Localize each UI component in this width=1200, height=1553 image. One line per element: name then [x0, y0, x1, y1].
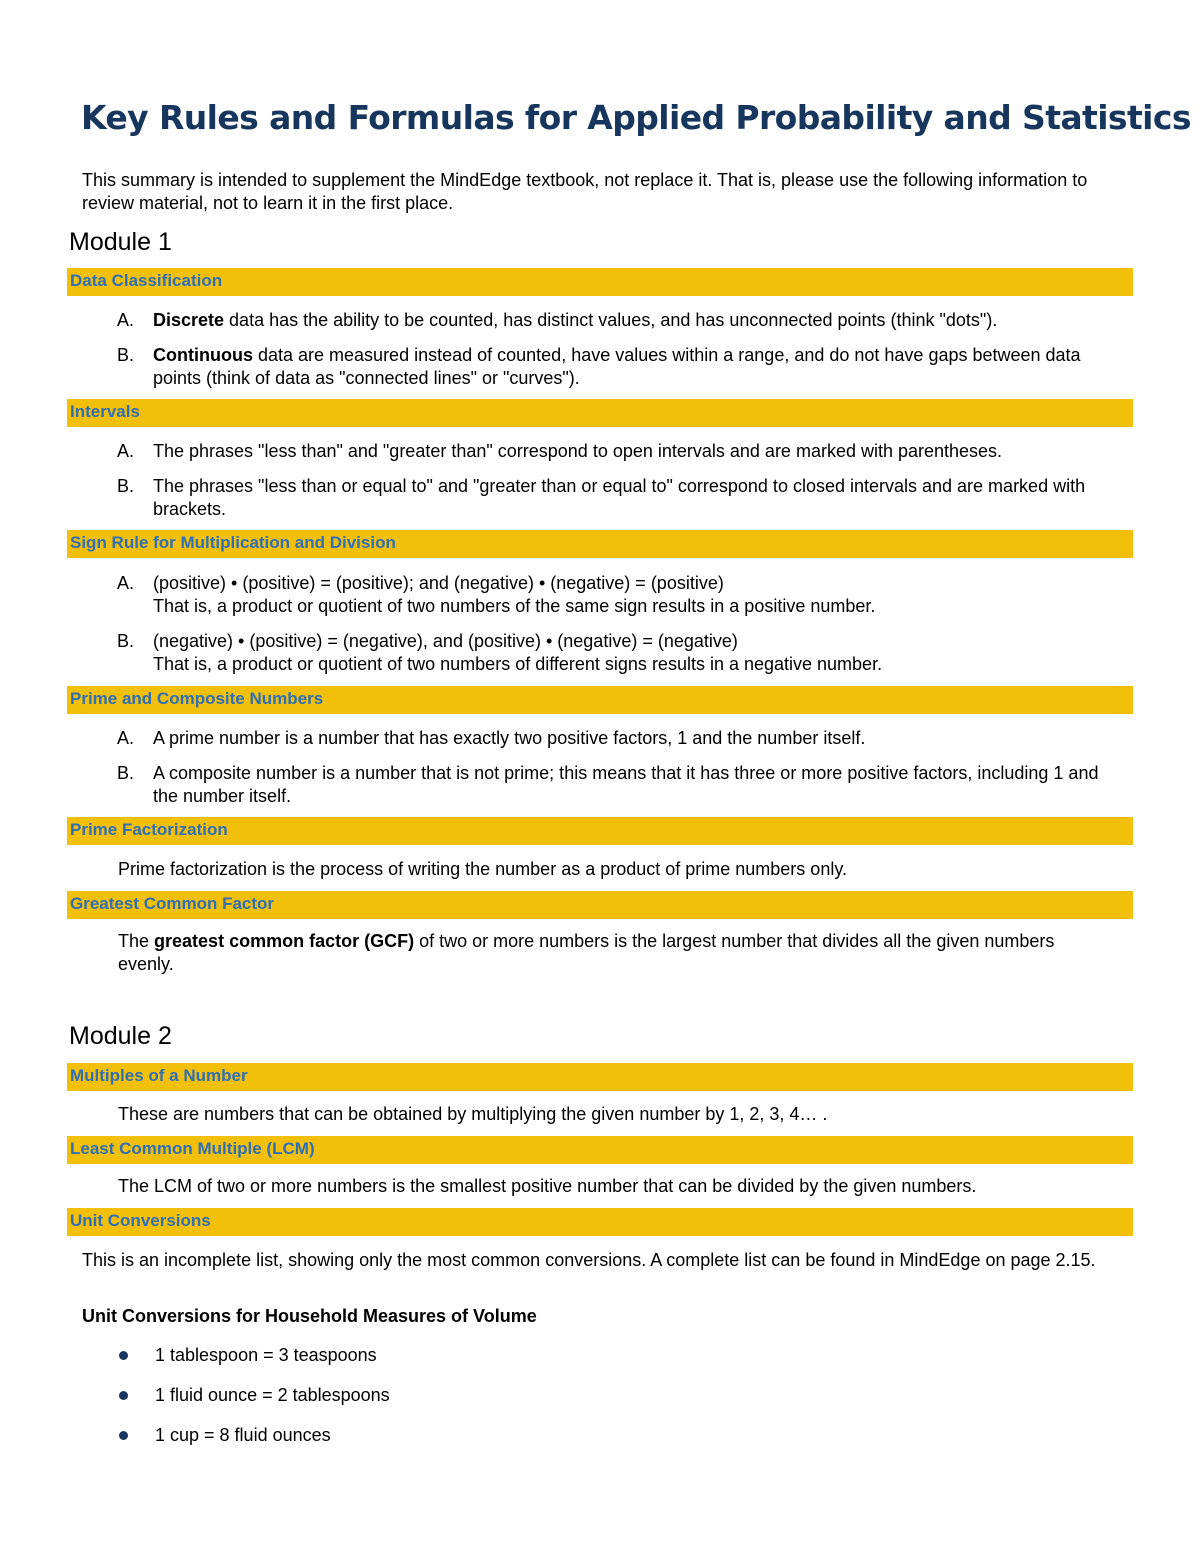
prime-factorization-text: Prime factorization is the process of writing the number as a product of prime numbers only. — [118, 859, 847, 879]
list-marker: A. — [117, 441, 135, 461]
bullet-icon — [119, 1391, 128, 1400]
unit-conversions-subheading: Unit Conversions for Household Measures of Volume — [82, 1306, 537, 1326]
list-marker: B. — [117, 631, 135, 651]
term-continuous: Continuous — [153, 345, 253, 365]
intro-paragraph: This summary is intended to supplement the MindEdge textbook, not replace it. That is, please use the following information to review material, not to learn it in the first place. — [82, 170, 1088, 213]
list-item — [117, 1424, 331, 1447]
list-item — [117, 572, 1127, 618]
section-header-gcf: Greatest Common Factor — [67, 891, 1133, 919]
section-header-multiples: Multiples of a Number — [67, 1063, 1133, 1091]
term-gcf: greatest common factor (GCF) — [154, 931, 415, 951]
module-2-heading: Module 2 — [69, 1022, 172, 1050]
item-text: The phrases "less than or equal to" and "greater than or equal to" correspond to closed intervals and are marked with brackets. — [153, 476, 1086, 519]
section-header-unit-conversions: Unit Conversions — [67, 1208, 1133, 1236]
list-marker: B. — [117, 345, 135, 365]
lcm-text: The LCM of two or more numbers is the smallest positive number that can be divided by the given numbers. — [118, 1176, 977, 1196]
list-marker: A. — [117, 310, 135, 330]
multiples-text: These are numbers that can be obtained by multiplying the given number by 1, 2, 3, 4… . — [118, 1104, 828, 1124]
sign-rule-explanation: That is, a product or quotient of two numbers of the same sign results in a positive number. — [153, 596, 876, 616]
list-marker: A. — [117, 573, 135, 593]
sign-rule-explanation: That is, a product or quotient of two numbers of different signs results in a negative number. — [153, 654, 883, 674]
item-text: A composite number is a number that is not prime; this means that it has three or more positive factors, including 1 and the number itself. — [153, 763, 1099, 806]
list-item — [117, 1384, 390, 1407]
bullet-icon — [119, 1431, 128, 1440]
module-1-heading: Module 1 — [69, 228, 172, 256]
list-marker: B. — [117, 763, 135, 783]
sign-rule-line: (positive) • (positive) = (positive); and (negative) • (negative) = (positive) — [153, 573, 724, 593]
term-discrete: Discrete — [153, 310, 225, 330]
list-marker: B. — [117, 476, 135, 496]
list-item — [117, 309, 1127, 332]
section-header-sign-rule: Sign Rule for Multiplication and Division — [67, 530, 1133, 558]
gcf-paragraph — [118, 930, 1098, 976]
section-header-data-classification: Data Classification — [67, 268, 1133, 296]
section-header-prime-composite: Prime and Composite Numbers — [67, 686, 1133, 714]
list-item — [117, 440, 1127, 463]
sign-rule-line: (negative) • (positive) = (negative), and (positive) • (negative) = (negative) — [153, 631, 738, 651]
item-text: A prime number is a number that has exactly two positive factors, 1 and the number itself. — [153, 728, 866, 748]
unit-conversions-text: This is an incomplete list, showing only the most common conversions. A complete list can be found in MindEdge on page 2.15. — [82, 1250, 1096, 1270]
gcf-text-pre: The — [118, 931, 155, 951]
conversion-text: 1 tablespoon = 3 teaspoons — [155, 1345, 377, 1365]
section-header-intervals: Intervals — [67, 399, 1133, 427]
section-header-prime-factorization: Prime Factorization — [67, 817, 1133, 845]
item-text: data are measured instead of counted, have values within a range, and do not have gaps between data points (think of data as "connected lines" or "curves"). — [153, 345, 1081, 388]
list-item — [117, 762, 1127, 808]
conversion-text: 1 cup = 8 fluid ounces — [155, 1425, 331, 1445]
list-item — [117, 1344, 377, 1367]
list-marker: A. — [117, 728, 135, 748]
list-item — [117, 475, 1127, 521]
conversion-text: 1 fluid ounce = 2 tablespoons — [155, 1385, 390, 1405]
bullet-icon — [119, 1351, 128, 1360]
item-text: data has the ability to be counted, has distinct values, and has unconnected points (think "dots"). — [224, 310, 998, 330]
list-item — [117, 344, 1127, 390]
section-header-lcm: Least Common Multiple (LCM) — [67, 1136, 1133, 1164]
document-title: Key Rules and Formulas for Applied Probability and Statistics — [81, 98, 1191, 137]
list-item — [117, 727, 1127, 750]
item-text: The phrases "less than" and "greater than" correspond to open intervals and are marked with parentheses. — [153, 441, 1003, 461]
list-item — [117, 630, 1127, 676]
gcf-text-post: of two or more numbers is the largest number that divides all the given numbers evenly. — [118, 931, 1055, 974]
